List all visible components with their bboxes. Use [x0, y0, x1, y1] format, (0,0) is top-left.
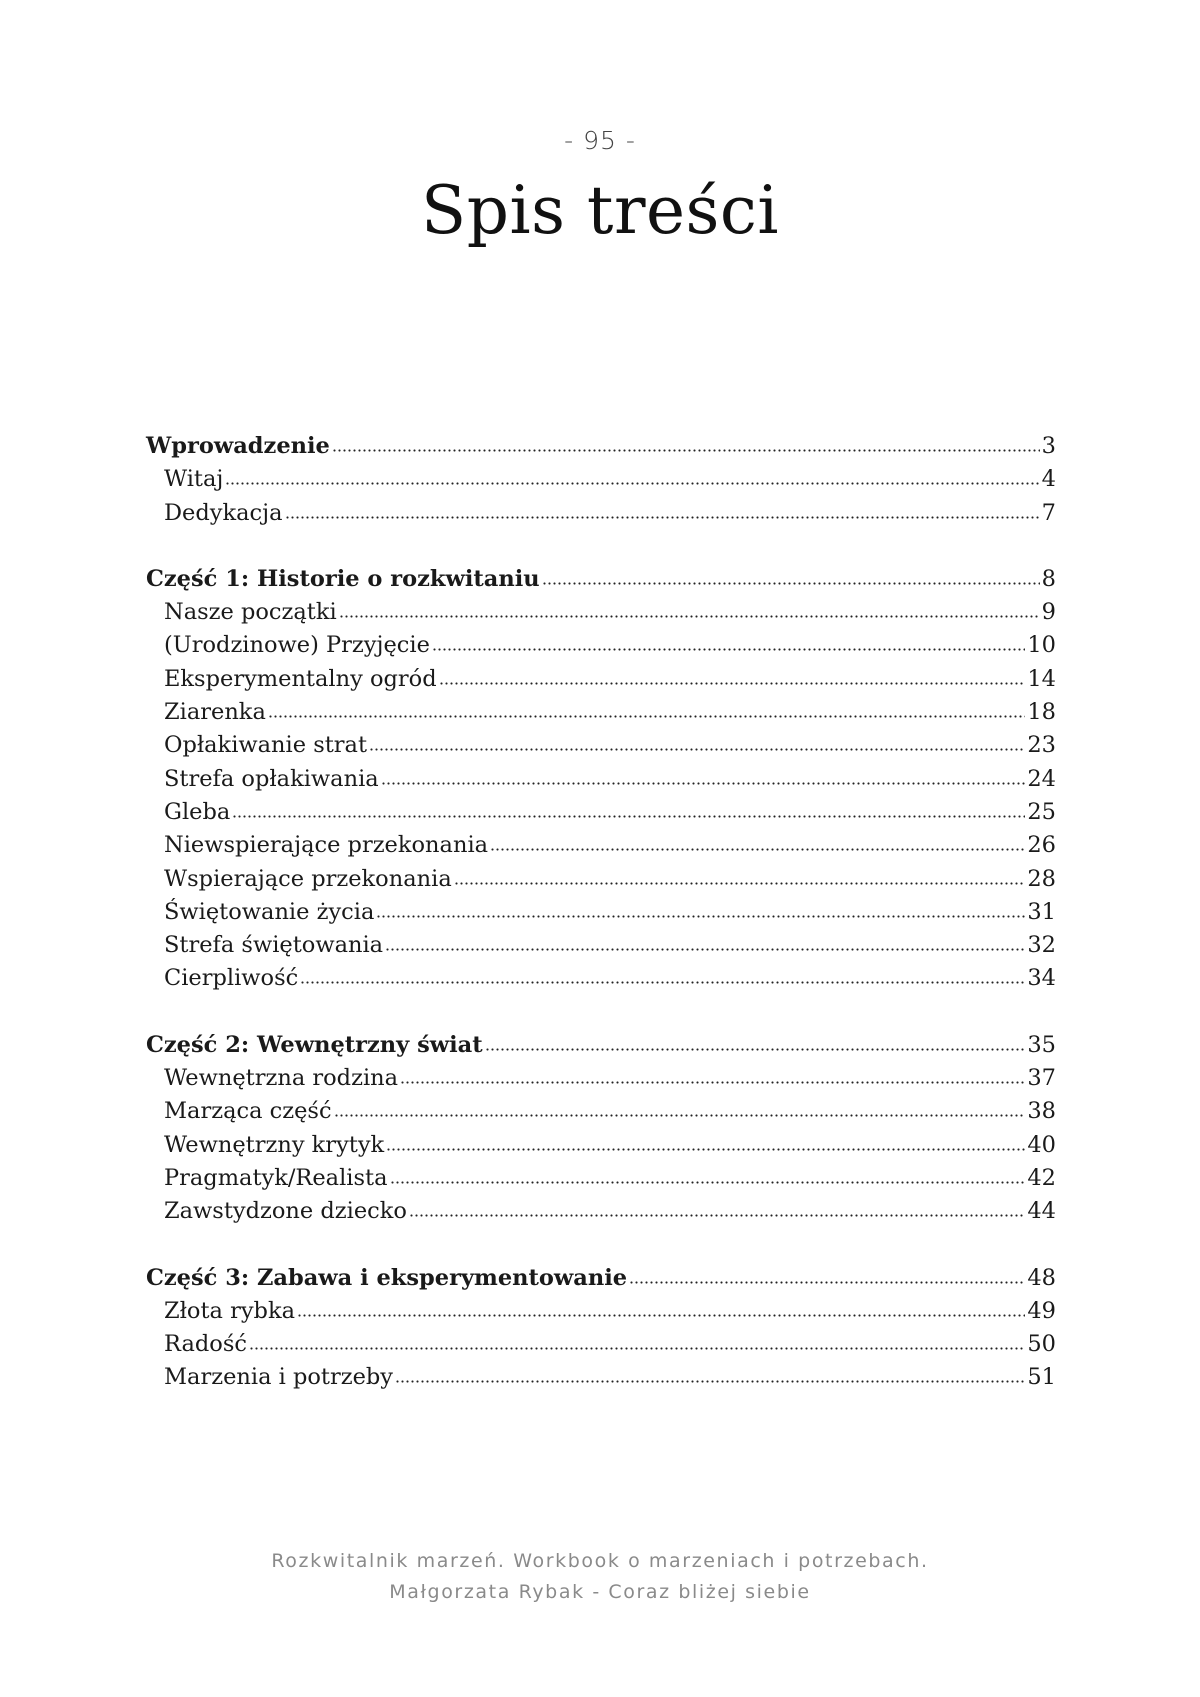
dot-leader [376, 900, 1025, 919]
toc-page-number: 9 [1041, 599, 1056, 626]
toc-entry-label: Strefa świętowania [164, 932, 384, 959]
toc-page-number: 26 [1027, 832, 1056, 859]
toc-section [146, 1029, 1056, 1229]
dot-leader [297, 1299, 1025, 1318]
toc-heading-label: Część 3: Zabawa i eksperymentowanie [146, 1264, 628, 1291]
toc-entry[interactable] [146, 696, 1056, 729]
toc-page-number: 31 [1027, 898, 1056, 925]
dot-leader [542, 567, 1040, 586]
toc-page-number: 51 [1027, 1364, 1056, 1391]
toc-entry[interactable] [146, 1328, 1056, 1361]
dot-leader [268, 700, 1026, 719]
toc-entry-label: Nasze początki [164, 599, 337, 626]
toc-entry-label: Wewnętrzny krytyk [164, 1131, 385, 1158]
toc-page-number: 25 [1027, 798, 1056, 825]
dot-leader [339, 600, 1040, 619]
toc-page-number: 40 [1027, 1131, 1056, 1158]
page-footer [0, 1546, 1200, 1608]
toc-page-number: 38 [1027, 1098, 1056, 1125]
toc-heading[interactable] [146, 1029, 1056, 1062]
toc-entry-label: Marzenia i potrzeby [164, 1364, 394, 1391]
toc-page-number: 3 [1041, 433, 1056, 459]
dot-leader [454, 866, 1026, 885]
toc-entry-label: Złota rybka [164, 1297, 296, 1324]
toc-entry[interactable] [146, 929, 1056, 962]
dot-leader [395, 1365, 1025, 1384]
dot-leader [249, 1332, 1025, 1351]
toc-entry[interactable] [146, 1195, 1056, 1228]
dot-leader [390, 1166, 1026, 1185]
toc-entry[interactable] [146, 1062, 1056, 1095]
footer-author: Małgorzata Rybak - Coraz bliżej siebie [389, 1581, 811, 1603]
toc-entry[interactable] [146, 1295, 1056, 1328]
toc-page-number: 23 [1027, 732, 1056, 759]
toc-page-number: 32 [1027, 932, 1056, 959]
toc-page-number: 50 [1027, 1331, 1056, 1358]
toc-page-number: 44 [1027, 1198, 1056, 1225]
dot-leader [381, 767, 1026, 786]
toc-entry-label: Ziarenka [164, 699, 266, 726]
toc-entry-label: Dedykacja [164, 499, 283, 526]
page-title: Spis treści [421, 172, 779, 249]
toc-page-number: 35 [1027, 1031, 1056, 1058]
toc-entry[interactable] [146, 497, 1056, 530]
toc-entry-label: Świętowanie życia [164, 898, 375, 925]
toc-page-number: 8 [1041, 565, 1056, 592]
table-of-contents [146, 430, 1056, 1428]
toc-entry-label: Witaj [164, 466, 224, 493]
toc-page-number: 7 [1041, 499, 1056, 526]
toc-page-number: 49 [1027, 1297, 1056, 1324]
toc-entry-label: Zawstydzone dziecko [164, 1198, 407, 1225]
toc-entry[interactable] [146, 863, 1056, 896]
dot-leader [490, 833, 1025, 852]
toc-heading[interactable] [146, 563, 1056, 596]
dot-leader [232, 800, 1025, 819]
dot-leader [300, 966, 1025, 985]
toc-entry-label: Opłakiwanie strat [164, 732, 368, 759]
toc-entry-label: Eksperymentalny ogród [164, 665, 437, 692]
toc-entry[interactable] [146, 629, 1056, 662]
toc-page-number: 18 [1027, 699, 1056, 726]
toc-entry[interactable] [146, 896, 1056, 929]
toc-entry[interactable] [146, 1129, 1056, 1162]
toc-heading-label: Wprowadzenie [146, 433, 330, 459]
toc-entry[interactable] [146, 1162, 1056, 1195]
toc-entry-label: Cierpliwość [164, 965, 299, 992]
toc-page-number: 14 [1027, 665, 1056, 692]
toc-entry[interactable] [146, 796, 1056, 829]
toc-page-number: 34 [1027, 965, 1056, 992]
toc-section [146, 563, 1056, 996]
toc-page-number: 4 [1041, 466, 1056, 493]
toc-entry-label: (Urodzinowe) Przyjęcie [164, 632, 430, 659]
toc-entry[interactable] [146, 962, 1056, 995]
dot-leader [629, 1265, 1025, 1284]
dot-leader [400, 1066, 1025, 1085]
toc-entry-label: Radość [164, 1331, 247, 1358]
toc-page-number: 48 [1027, 1264, 1056, 1291]
toc-entry-label: Strefa opłakiwania [164, 765, 379, 792]
toc-heading[interactable] [146, 1262, 1056, 1295]
toc-entry[interactable] [146, 463, 1056, 496]
dot-leader [332, 434, 1040, 453]
toc-page-number: 28 [1027, 865, 1056, 892]
toc-entry[interactable] [146, 596, 1056, 629]
toc-entry[interactable] [146, 663, 1056, 696]
footer-book-title: Rozkwitalnik marzeń. Workbook o marzeniach i potrzebach. [271, 1550, 929, 1572]
toc-entry[interactable] [146, 729, 1056, 762]
toc-entry[interactable] [146, 1361, 1056, 1394]
dot-leader [369, 733, 1025, 752]
dot-leader [334, 1099, 1026, 1118]
toc-heading-label: Część 1: Historie o rozkwitaniu [146, 565, 540, 592]
toc-heading[interactable] [146, 430, 1056, 463]
toc-entry-label: Pragmatyk/Realista [164, 1164, 388, 1191]
dot-leader [485, 1033, 1026, 1052]
toc-page-number: 24 [1027, 765, 1056, 792]
dot-leader [225, 467, 1039, 486]
toc-entry-label: Wspierające przekonania [164, 865, 452, 892]
toc-entry[interactable] [146, 763, 1056, 796]
toc-entry-label: Marząca część [164, 1098, 332, 1125]
page-number: - 95 - [564, 126, 636, 155]
toc-entry[interactable] [146, 1095, 1056, 1128]
toc-heading-label: Część 2: Wewnętrzny świat [146, 1031, 483, 1058]
toc-page-number: 37 [1027, 1065, 1056, 1092]
dot-leader [386, 1133, 1025, 1152]
toc-page-number: 42 [1027, 1164, 1056, 1191]
toc-page-number: 10 [1027, 632, 1056, 659]
dot-leader [439, 667, 1026, 686]
dot-leader [432, 633, 1025, 652]
toc-entry-label: Wewnętrzna rodzina [164, 1065, 399, 1092]
toc-entry-label: Niewspierające przekonania [164, 832, 489, 859]
toc-entry[interactable] [146, 829, 1056, 862]
dot-leader [409, 1199, 1025, 1218]
toc-section [146, 1262, 1056, 1395]
dot-leader [385, 933, 1025, 952]
toc-entry-label: Gleba [164, 798, 231, 825]
dot-leader [285, 500, 1040, 519]
toc-section [146, 430, 1056, 530]
